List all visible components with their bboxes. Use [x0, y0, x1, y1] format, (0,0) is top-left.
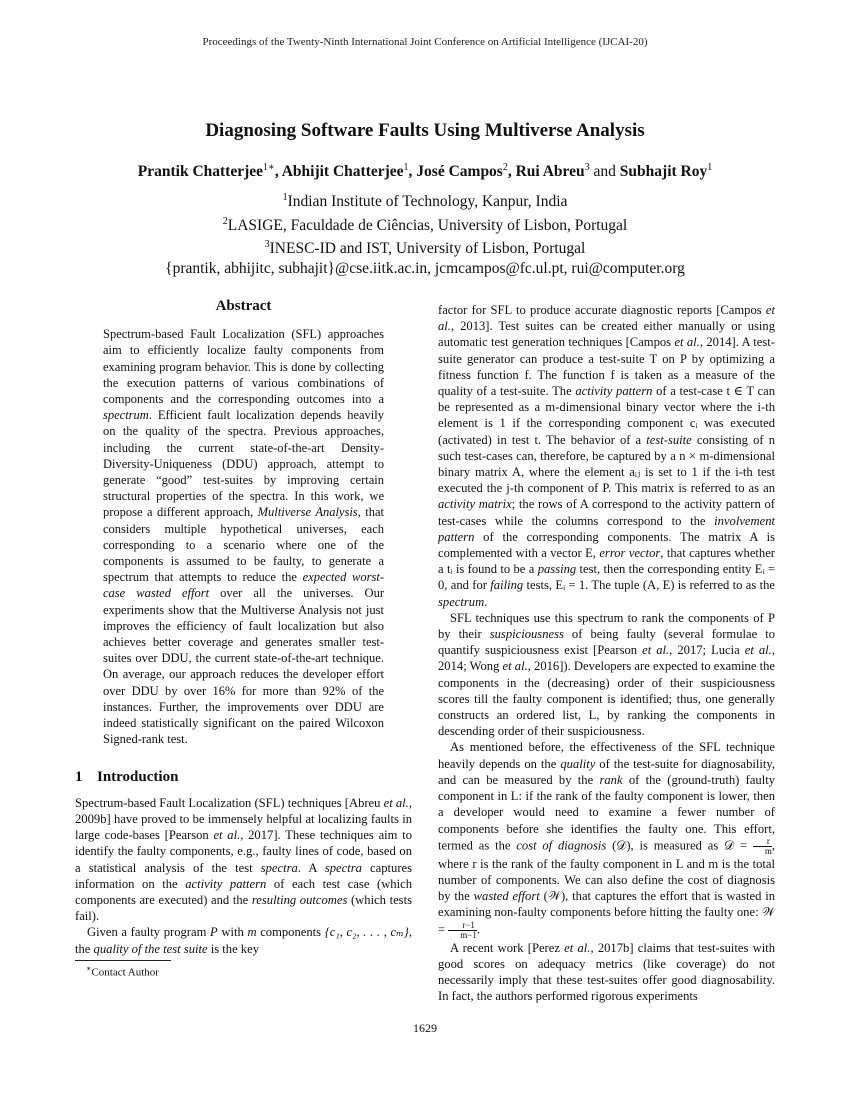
emphasis: quality of the test suite: [93, 941, 208, 956]
emphasis: spectrum: [438, 594, 485, 609]
text: , the: [75, 925, 413, 956]
math: P: [210, 925, 218, 940]
text: of the test-suite for diagnosability, and can be measured by the: [438, 756, 775, 787]
text: A recent work [Perez: [450, 940, 565, 955]
math: {c₁, c₂, . . . , cₘ}: [324, 925, 409, 940]
footnote-mark: ∗: [86, 964, 92, 973]
text: tests, Eᵢ = 1. The tuple (A, E) is referred to as the: [523, 578, 775, 593]
text: Given a faulty program: [87, 925, 211, 940]
abstract-emphasis: spectrum: [103, 408, 149, 423]
text: (𝒲), that captures the effort that is wasted in examining non-faulty components before hitting the faulty one: 𝒲 =: [438, 889, 776, 936]
emphasis: spectra: [324, 860, 362, 875]
author-and: and: [593, 163, 616, 181]
page-number: 1629: [413, 1021, 437, 1035]
text: , 2009b] have proved to be immensely helpful at localizing faults in large code-bases [Pearson: [75, 795, 412, 843]
footnote: [86, 964, 159, 979]
affiliation-text: LASIGE, Faculdade de Ciências, University of Lisbon, Portugal: [227, 216, 628, 234]
fraction-denominator: m−1: [460, 929, 477, 940]
math: m: [247, 925, 257, 940]
text: test, then the corresponding entity Eᵢ = 0, and for: [438, 562, 775, 593]
emphasis: et al.: [564, 940, 591, 955]
intro-paragraph: [75, 795, 412, 925]
emphasis: et al.: [438, 303, 775, 334]
text: , where r is the rank of the faulty component in L and m is the total number of components. We can also define the cost of diagnosis by the: [438, 838, 776, 904]
text: of a test-case t ∈ T can be represented as a m-dimensional binary vector where the i-th element is 1 if the corresponding component cᵢ was executed (activated) in test t. The behavior of a: [438, 384, 775, 447]
emphasis: activity pattern: [185, 876, 267, 891]
affiliation-mark: 2: [222, 215, 228, 227]
text: , 2013]. Test suites can be created either manually or using automatic test generation techniques [Campos: [438, 319, 775, 350]
emphasis: activity matrix: [438, 497, 512, 512]
body-paragraph: [438, 610, 775, 740]
fraction-denominator: m: [764, 845, 772, 856]
text: , 2014; Wong: [438, 643, 775, 674]
text: , 2014]. A test-suite generator can produce a test-suite T on P by optimizing a fitness function f. The function f is taken as a measure of the quality of a test-suite. The: [438, 335, 775, 399]
affiliation-text: Indian Institute of Technology, Kanpur, India: [287, 193, 568, 211]
abstract-emphasis: Multiverse Analysis: [257, 505, 358, 520]
author-emails: {prantik, abhijitc, subhajit}@cse.iitk.ac.in, jcmcampos@fc.ul.pt, rui@computer.org: [165, 259, 685, 277]
emphasis: test-suite: [646, 432, 692, 447]
emphasis: quality: [560, 756, 596, 771]
body-paragraph: [438, 940, 775, 1005]
author-affil-mark: 3: [584, 162, 590, 173]
paper-title: Diagnosing Software Faults Using Multiverse Analysis: [205, 120, 645, 141]
author-affil-mark: 2: [502, 162, 508, 173]
section-title: Introduction: [97, 769, 179, 786]
text: of the (ground-truth) faulty component in L: if the rank of the faulty component is lower, then a developer would need to examine a fewer number of components before she identifies the faulty one. This effort, termed as the: [438, 772, 776, 853]
abstract-text: Spectrum-based Fault Localization (SFL) approaches aim to efficiently localize faulty components from examining program behavior. This is done by collecting the execution patterns of various combinations of components and the corresponding outcomes into a: [103, 327, 384, 407]
left-column: [75, 298, 412, 957]
emphasis: et al.: [502, 659, 528, 674]
text: captures information on the: [75, 860, 412, 891]
emphasis: resulting outcomes: [251, 892, 348, 907]
affiliation-text: INESC-ID and IST, University of Lisbon, Portugal: [269, 240, 586, 258]
emphasis: involvement pattern: [438, 513, 775, 544]
emphasis: failing: [490, 578, 524, 593]
text: , that captures whether a tᵢ is found to be a: [438, 546, 775, 577]
affiliation-mark: 3: [264, 239, 270, 251]
footnote-text: Contact Author: [91, 966, 159, 979]
abstract-text: , that considers multiple hypothetical universes, each corresponding to a scenario where one of the components is assumed to be faulty, to generate a spectrum that attempts to reduce the: [103, 505, 385, 585]
text: of each test case (which components are executed) and the: [75, 876, 412, 907]
text: SFL techniques use this spectrum to rank the components of P by their: [438, 610, 775, 642]
emphasis: error vector: [599, 546, 661, 561]
author-affil-mark: 1∗: [263, 162, 275, 173]
author-name: Subhajit Roy: [619, 163, 708, 181]
footnote-rule: [75, 960, 171, 961]
section-heading-introduction: [75, 769, 412, 785]
affiliation-line: [0, 212, 850, 236]
author-name: Abhijit Chatterjee: [281, 163, 404, 181]
fraction-numerator: r−1: [448, 921, 477, 931]
text: ; the rows of A correspond to the activity pattern of test-cases while the columns correspond to the: [438, 497, 775, 528]
emphasis: rank: [599, 772, 623, 787]
text: is the key: [207, 941, 259, 956]
text: consisting of n such test-cases can, therefore, be captured by a n × m-dimensional binary matrix A, where the element aᵢⱼ is set to 1 if the i-th test executed the j-th component of P. This matrix is referred to as an: [438, 432, 775, 496]
abstract-body: [103, 326, 384, 747]
running-head: Proceedings of the Twenty-Ninth International Joint Conference on Artificial Intelligence (IJCAI-20): [202, 36, 648, 48]
author-separator: ,: [507, 163, 512, 181]
body-paragraph: [438, 302, 775, 610]
author-separator: ,: [408, 163, 413, 181]
text: .: [484, 594, 488, 609]
fraction: [448, 921, 477, 940]
text: of being faulty (several formulae to quantify suspiciousness exist [Pearson: [438, 627, 775, 658]
author-list: [0, 162, 850, 181]
body-paragraph: [438, 739, 775, 939]
emphasis: et al.: [213, 828, 241, 843]
text: .: [476, 921, 480, 936]
emphasis: et al.: [744, 643, 772, 658]
fraction-numerator: r: [753, 837, 772, 847]
author-name: Rui Abreu: [515, 163, 585, 181]
text: , 2016]). Developers are expected to examine the components in the (decreasing) order of their suspiciousness scores till the faulty component is identified; thus, one generally constructs an ordered list, L, by ranking the components in descending order of their suspiciousness.: [438, 659, 775, 739]
emphasis: suspiciousness: [489, 627, 564, 642]
affiliation-line: [0, 235, 850, 259]
author-affil-mark: 1: [403, 162, 409, 173]
text: , 2017]. These techniques aim to identify the faulty components, e.g., faulty lines of code, based on a statistical analysis of the test: [75, 828, 412, 875]
affiliation-mark: 1: [282, 192, 288, 203]
text: components: [256, 925, 325, 940]
abstract-emphasis: expected worst-case wasted effort: [103, 570, 385, 601]
emphasis: activity pattern: [575, 384, 653, 399]
affiliation-line: [0, 188, 850, 212]
text: with: [217, 925, 248, 940]
author-separator: ,: [274, 163, 279, 181]
text: As mentioned before, the effectiveness of the SFL technique heavily depends on the: [438, 740, 775, 771]
emphasis: spectra: [260, 860, 298, 875]
author-name: José Campos: [416, 163, 503, 181]
text: of the corresponding components. The matrix A is complemented with a vector E,: [438, 529, 775, 561]
affiliations: [0, 188, 850, 278]
text: . A: [297, 860, 325, 875]
text: (which tests fail).: [75, 892, 412, 924]
author-name: Prantik Chatterjee: [137, 163, 264, 181]
emphasis: passing: [537, 562, 577, 577]
emphasis: et al.: [642, 643, 670, 658]
text: Spectrum-based Fault Localization (SFL) techniques [Abreu: [75, 795, 384, 810]
emphasis: et al.: [383, 795, 409, 810]
emphasis: wasted effort: [473, 889, 540, 904]
abstract-heading: Abstract: [215, 298, 272, 314]
right-column: [438, 302, 775, 1004]
abstract-text: over all the universes. Our experiments show that the Multiverse Analysis not just improves the efficiency of fault localization but also achieves better coverage and generates smaller test-suites over DDU, the current state-of-the-art technique. On average, our approach reduces the developer effort over DDU by over 16% for more than 92% of the instances. Further, the improvements over DDU are indeed statistically significant on the paired Wilcoxon Signed-rank test.: [103, 586, 384, 747]
intro-paragraph: [75, 924, 412, 956]
abstract-text: . Efficient fault localization depends heavily on the quality of the spectra. Previous approaches, including the current state-of-the-art Density- Diversity-Uniqueness (DDU) approach, attempt to generate “good” test-suites by improving certain structural properties of the spectra. In this work, we propose a different approach,: [103, 408, 384, 520]
fraction: [753, 837, 772, 856]
text: , 2017; Lucia: [669, 643, 745, 658]
author-affil-mark: 1: [707, 162, 713, 173]
text: factor for SFL to produce accurate diagnostic reports [Campos: [438, 303, 766, 317]
emphasis: et al.: [674, 335, 700, 350]
section-number: 1: [75, 769, 83, 786]
text: , 2017b] claims that test-suites with good scores on adequacy metrics (like coverage) do not necessarily imply that these test-suites offer good diagnosability. In fact, the authors performed rigorous experiments: [438, 940, 775, 1004]
emphasis: cost of diagnosis: [516, 838, 607, 853]
text: (𝒟), is measured as 𝒟 =: [606, 838, 753, 853]
